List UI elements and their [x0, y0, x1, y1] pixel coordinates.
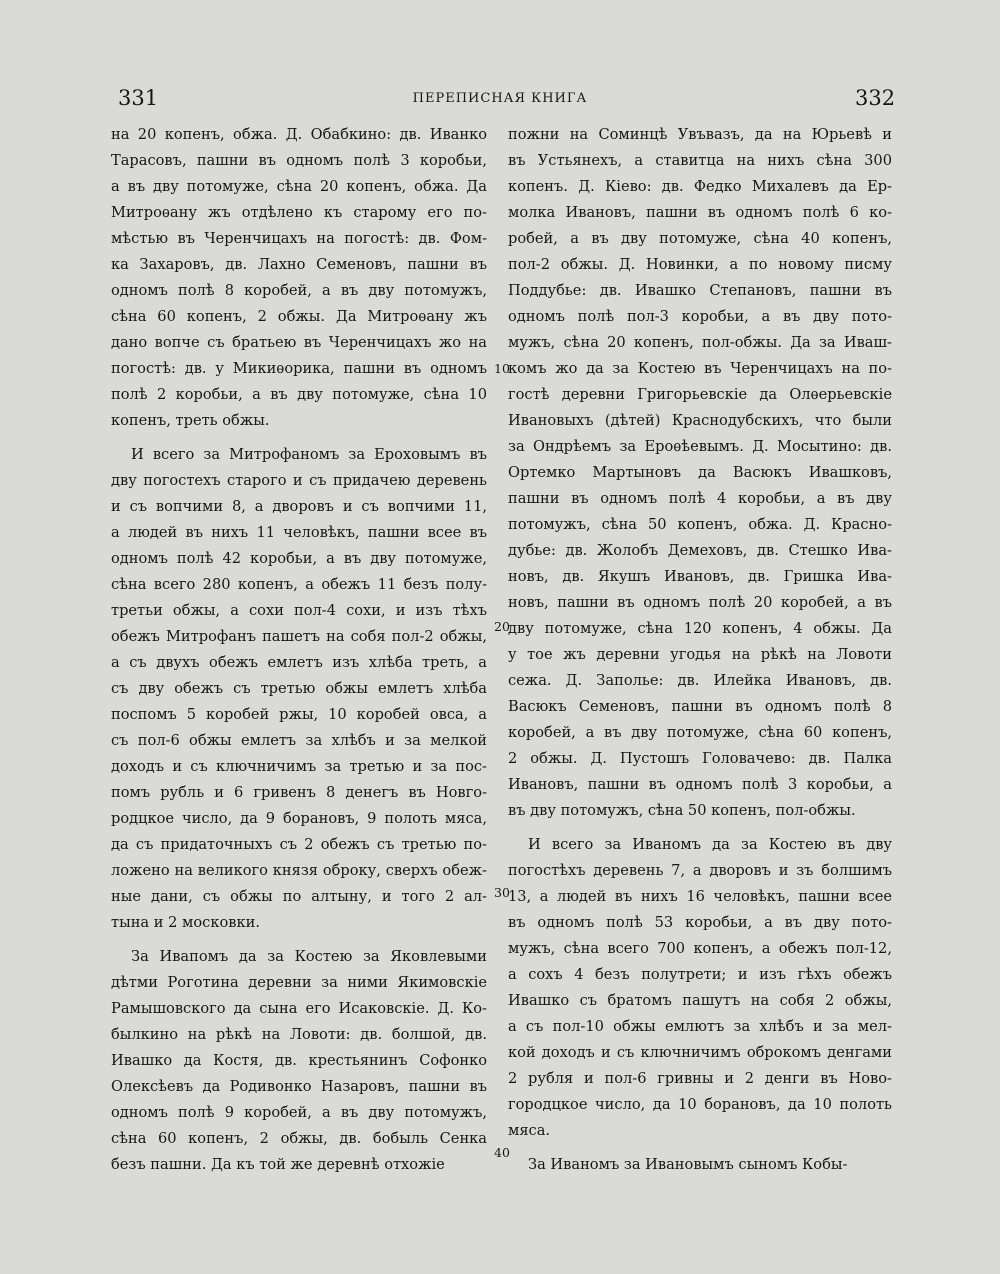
text-line: и съ вопчими 8, а дворовъ и съ вопчими 11,: [111, 498, 487, 515]
text-line: 13, а людей въ нихъ 16 человѣкъ, пашни всее: [508, 888, 892, 905]
text-line: дву погостехъ старого и съ придачею деревень: [111, 472, 487, 489]
text-line: безъ пашни. Да къ той же деревнѣ отхожіе: [111, 1156, 445, 1173]
text-line: третьи обжы, а сохи пол-4 сохи, и изъ тѣхъ: [111, 602, 487, 619]
margin-line-number: 10: [494, 361, 510, 376]
paragraph: [111, 442, 487, 936]
text-line: Тарасовъ, пашни въ одномъ полѣ 3 коробьи,: [111, 152, 487, 169]
text-line: а съ двухъ обежъ емлетъ изъ хлѣба треть, а: [111, 654, 487, 671]
text-line: Ивашко да Костя, дв. крестьянинъ Софонко: [111, 1052, 487, 1069]
text-line: копенъ, треть обжы.: [111, 412, 270, 429]
text-line: въ Устьянехъ, а ставитца на нихъ сѣна 300: [508, 152, 892, 169]
text-line: За Ивапомъ да за Костею за Яковлевыми: [131, 948, 487, 965]
text-line: городцкое число, да 10 борановъ, да 10 полоть: [508, 1096, 892, 1113]
right-text-column: [508, 122, 892, 1178]
paragraph: [111, 944, 487, 1178]
text-line: ложено на великого князя оброку, сверхъ обеж-: [111, 862, 487, 879]
text-line: мужъ, сѣна всего 700 копенъ, а обежъ пол-12,: [508, 940, 892, 957]
text-line: обежъ Митрофанъ пашетъ на собя пол-2 обжы,: [111, 628, 487, 645]
text-line: новъ, дв. Якушъ Ивановъ, дв. Гришка Ива-: [508, 568, 892, 585]
text-line: дѣтми Роготина деревни за ними Якимовскіе: [111, 974, 487, 991]
text-line: комъ жо да за Костею въ Черенчицахъ на по-: [508, 360, 892, 377]
text-line: а людей въ нихъ 11 человѣкъ, пашни всее въ: [111, 524, 487, 541]
text-line: въ одномъ полѣ 53 коробьи, а въ дву пото-: [508, 914, 892, 931]
left-page-number: 331: [118, 86, 159, 110]
text-line: съ пол-6 обжы емлетъ за хлѣбъ и за мелкой: [111, 732, 487, 749]
text-line: дву потомуже, сѣна 120 копенъ, 4 обжы. Да: [508, 620, 892, 637]
text-line: дано вопче съ братьею въ Черенчицахъ жо на: [111, 334, 487, 351]
margin-line-number: 40: [494, 1145, 510, 1160]
text-line: копенъ. Д. Кіево: дв. Федко Михалевъ да Ер-: [508, 178, 892, 195]
text-line: за Ондрѣемъ за Ероѳѣевымъ. Д. Мосытино: дв.: [508, 438, 892, 455]
text-line: гостѣ деревни Григорьевскіе да Олѳерьевскіе: [508, 386, 892, 403]
paragraph: [508, 832, 892, 1144]
text-line: мѣстью въ Черенчицахъ на погостѣ: дв. Фом-: [111, 230, 487, 247]
text-line: мяса.: [508, 1122, 551, 1139]
text-line: Ортемко Мартыновъ да Васюкъ Ивашковъ,: [508, 464, 892, 481]
text-line: ные дани, съ обжы по алтыну, и того 2 ал-: [111, 888, 487, 905]
text-line: мужъ, сѣна 20 копенъ, пол-обжы. Да за Иваш-: [508, 334, 892, 351]
text-line: сѣна 60 копенъ, 2 обжы, дв. бобыль Сенка: [111, 1130, 487, 1147]
text-line: съ дву обежъ съ третью обжы емлетъ хлѣба: [111, 680, 487, 697]
text-line: помъ рубль и 6 гривенъ 8 денегъ въ Новго-: [111, 784, 487, 801]
text-line: погостѣхъ деревень 7, а дворовъ и зъ болшимъ: [508, 862, 892, 879]
text-line: тына и 2 московки.: [111, 914, 260, 931]
text-line: доходъ и съ ключничимъ за третью и за пос-: [111, 758, 487, 775]
text-line: былкино на рѣкѣ на Ловоти: дв. болшой, дв.: [111, 1026, 487, 1043]
text-line: полѣ 2 коробьи, а въ дву потомуже, сѣна 10: [111, 386, 487, 403]
text-line: коробей, а въ дву потомуже, сѣна 60 копенъ,: [508, 724, 892, 741]
text-line: Ивановыхъ (дѣтей) Краснодубскихъ, что были: [508, 412, 892, 429]
paragraph: [508, 1152, 892, 1178]
left-text-column: [111, 122, 487, 1178]
text-line: Олексѣевъ да Родивонко Назаровъ, пашни въ: [111, 1078, 487, 1095]
text-line: поспомъ 5 коробей ржы, 10 коробей овса, а: [111, 706, 487, 723]
text-line: одномъ полѣ пол-3 коробьи, а въ дву пото-: [508, 308, 892, 325]
text-line: За Иваномъ за Ивановымъ сыномъ Кобы-: [528, 1156, 848, 1173]
text-line: пол-2 обжы. Д. Новинки, а по новому писму: [508, 256, 892, 273]
text-line: пашни въ одномъ полѣ 4 коробьи, а въ дву: [508, 490, 892, 507]
text-line: И всего за Иваномъ да за Костею въ дву: [528, 836, 892, 853]
text-line: Ивашко съ братомъ пашутъ на собя 2 обжы,: [508, 992, 892, 1009]
text-line: въ дву потомужъ, сѣна 50 копенъ, пол-обжы.: [508, 802, 856, 819]
text-line: 2 обжы. Д. Пустошъ Головачево: дв. Палка: [508, 750, 892, 767]
margin-line-number: 30: [494, 885, 510, 900]
text-line: одномъ полѣ 9 коробей, а въ дву потомужъ,: [111, 1104, 487, 1121]
text-line: у тое жъ деревни угодья на рѣкѣ на Ловоти: [508, 646, 892, 663]
text-line: робей, а въ дву потомуже, сѣна 40 копенъ,: [508, 230, 892, 247]
text-line: Митроѳану жъ отдѣлено къ старому его по-: [111, 204, 487, 221]
text-line: молка Ивановъ, пашни въ одномъ полѣ 6 ко-: [508, 204, 892, 221]
paragraph: [508, 122, 892, 824]
text-line: пожни на Соминцѣ Увъвазъ, да на Юрьевѣ и: [508, 126, 892, 143]
text-line: новъ, пашни въ одномъ полѣ 20 коробей, а въ: [508, 594, 892, 611]
text-line: 2 рубля и пол-6 гривны и 2 денги въ Ново-: [508, 1070, 892, 1087]
text-line: а съ пол-10 обжы емлютъ за хлѣбъ и за мел-: [508, 1018, 892, 1035]
text-line: погостѣ: дв. у Микиѳорика, пашни въ одномъ: [111, 360, 487, 377]
text-line: сѣна всего 280 копенъ, а обежъ 11 безъ полу-: [111, 576, 487, 593]
text-line: дубье: дв. Жолобъ Демеховъ, дв. Стешко Ива-: [508, 542, 892, 559]
text-line: И всего за Митрофаномъ за Ероховымъ въ: [131, 446, 487, 463]
margin-line-number: 20: [494, 619, 510, 634]
text-line: сежа. Д. Заполье: дв. Илейка Ивановъ, дв.: [508, 672, 892, 689]
text-line: родцкое число, да 9 борановъ, 9 полоть мяса,: [111, 810, 487, 827]
text-line: Рамышовского да сына его Исаковскіе. Д. Ко-: [111, 1000, 487, 1017]
text-line: да съ придаточныхъ съ 2 обежъ съ третью по-: [111, 836, 487, 853]
right-page-number: 332: [855, 86, 896, 110]
text-line: потомужъ, сѣна 50 копенъ, обжа. Д. Красно-: [508, 516, 892, 533]
text-line: а сохъ 4 безъ полутрети; и изъ гѣхъ обежъ: [508, 966, 892, 983]
text-line: сѣна 60 копенъ, 2 обжы. Да Митроѳану жъ: [111, 308, 487, 325]
text-line: а въ дву потомуже, сѣна 20 копенъ, обжа. Да: [111, 178, 487, 195]
text-line: Васюкъ Семеновъ, пашни въ одномъ полѣ 8: [508, 698, 892, 715]
paragraph: [111, 122, 487, 434]
text-line: Поддубье: дв. Ивашко Степановъ, пашни въ: [508, 282, 892, 299]
text-line: ка Захаровъ, дв. Лахно Семеновъ, пашни въ: [111, 256, 487, 273]
text-line: Ивановъ, пашни въ одномъ полѣ 3 коробьи, а: [508, 776, 892, 793]
text-line: на 20 копенъ, обжа. Д. Обабкино: дв. Иванко: [111, 126, 487, 143]
text-line: одномъ полѣ 8 коробей, а въ дву потомужъ,: [111, 282, 487, 299]
running-title: ПЕРЕПИСНАЯ КНИГА: [412, 91, 588, 106]
text-line: кой доходъ и съ ключничимъ оброкомъ денгами: [508, 1044, 892, 1061]
text-line: одномъ полѣ 42 коробьи, а въ дву потомуже,: [111, 550, 487, 567]
